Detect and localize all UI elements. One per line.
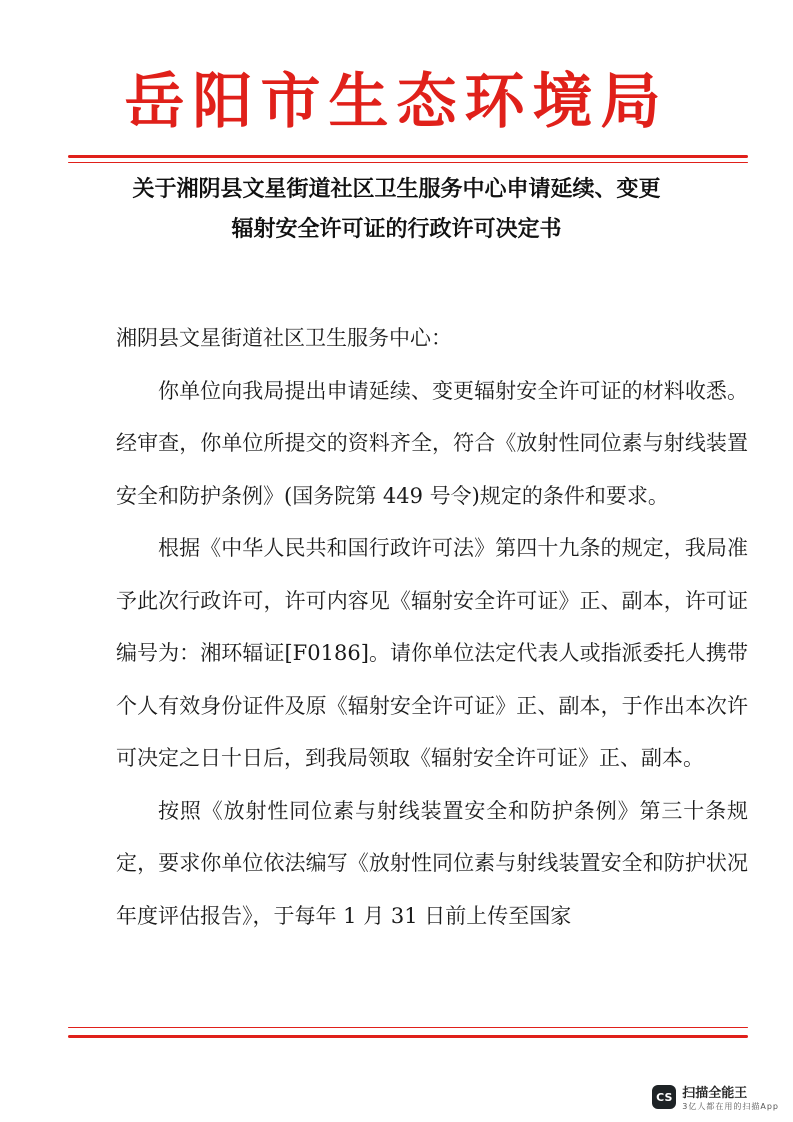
document-title-line2: 辐射安全许可证的行政许可决定书: [231, 217, 562, 242]
camscanner-logo-icon: CS: [652, 1085, 676, 1109]
org-letterhead: 岳阳市生态环境局: [124, 67, 669, 137]
addressee: 湘阴县文星街道社区卫生服务中心：: [116, 326, 452, 350]
footer-rule-thick: [68, 1035, 748, 1038]
scanner-watermark: [652, 1082, 779, 1112]
header-rule-thin: [68, 162, 748, 163]
paragraph-2: 根据《中华人民共和国行政许可法》第四十九条的规定，我局准予此次行政许可，许可内容见《辐射安全许可证》正、副本，许可证编号为：湘环辐证[F0186]。请你单位法定代表人或指派委托人携带个人有效身份证件及原《辐射安全许可证》正、副本，于作出本次许可决定之日十日后，到我局领取《辐射安全许可证》正、副本。: [116, 536, 748, 770]
document-title-line1: 关于湘阴县文星街道社区卫生服务中心申请延续、变更: [132, 177, 661, 202]
document-body: [116, 312, 748, 942]
footer-rule-thin: [68, 1027, 748, 1028]
paragraph-3: 按照《放射性同位素与射线装置安全和防护条例》第三十条规定，要求你单位依法编写《放射性同位素与射线装置安全和防护状况年度评估报告》，于每年 1 月 31 日前上传至国家: [116, 798, 748, 928]
watermark-app-name: 扫描全能王: [682, 1086, 748, 1101]
paragraph-1: 你单位向我局提出申请延续、变更辐射安全许可证的材料收悉。经审查，你单位所提交的资料齐全，符合《放射性同位素与射线装置安全和防护条例》(国务院第 449 号令)规定的条件和要求。: [116, 378, 748, 508]
header-rule-thick: [68, 155, 748, 158]
watermark-slogan: 3亿人都在用的扫描App: [682, 1102, 779, 1111]
